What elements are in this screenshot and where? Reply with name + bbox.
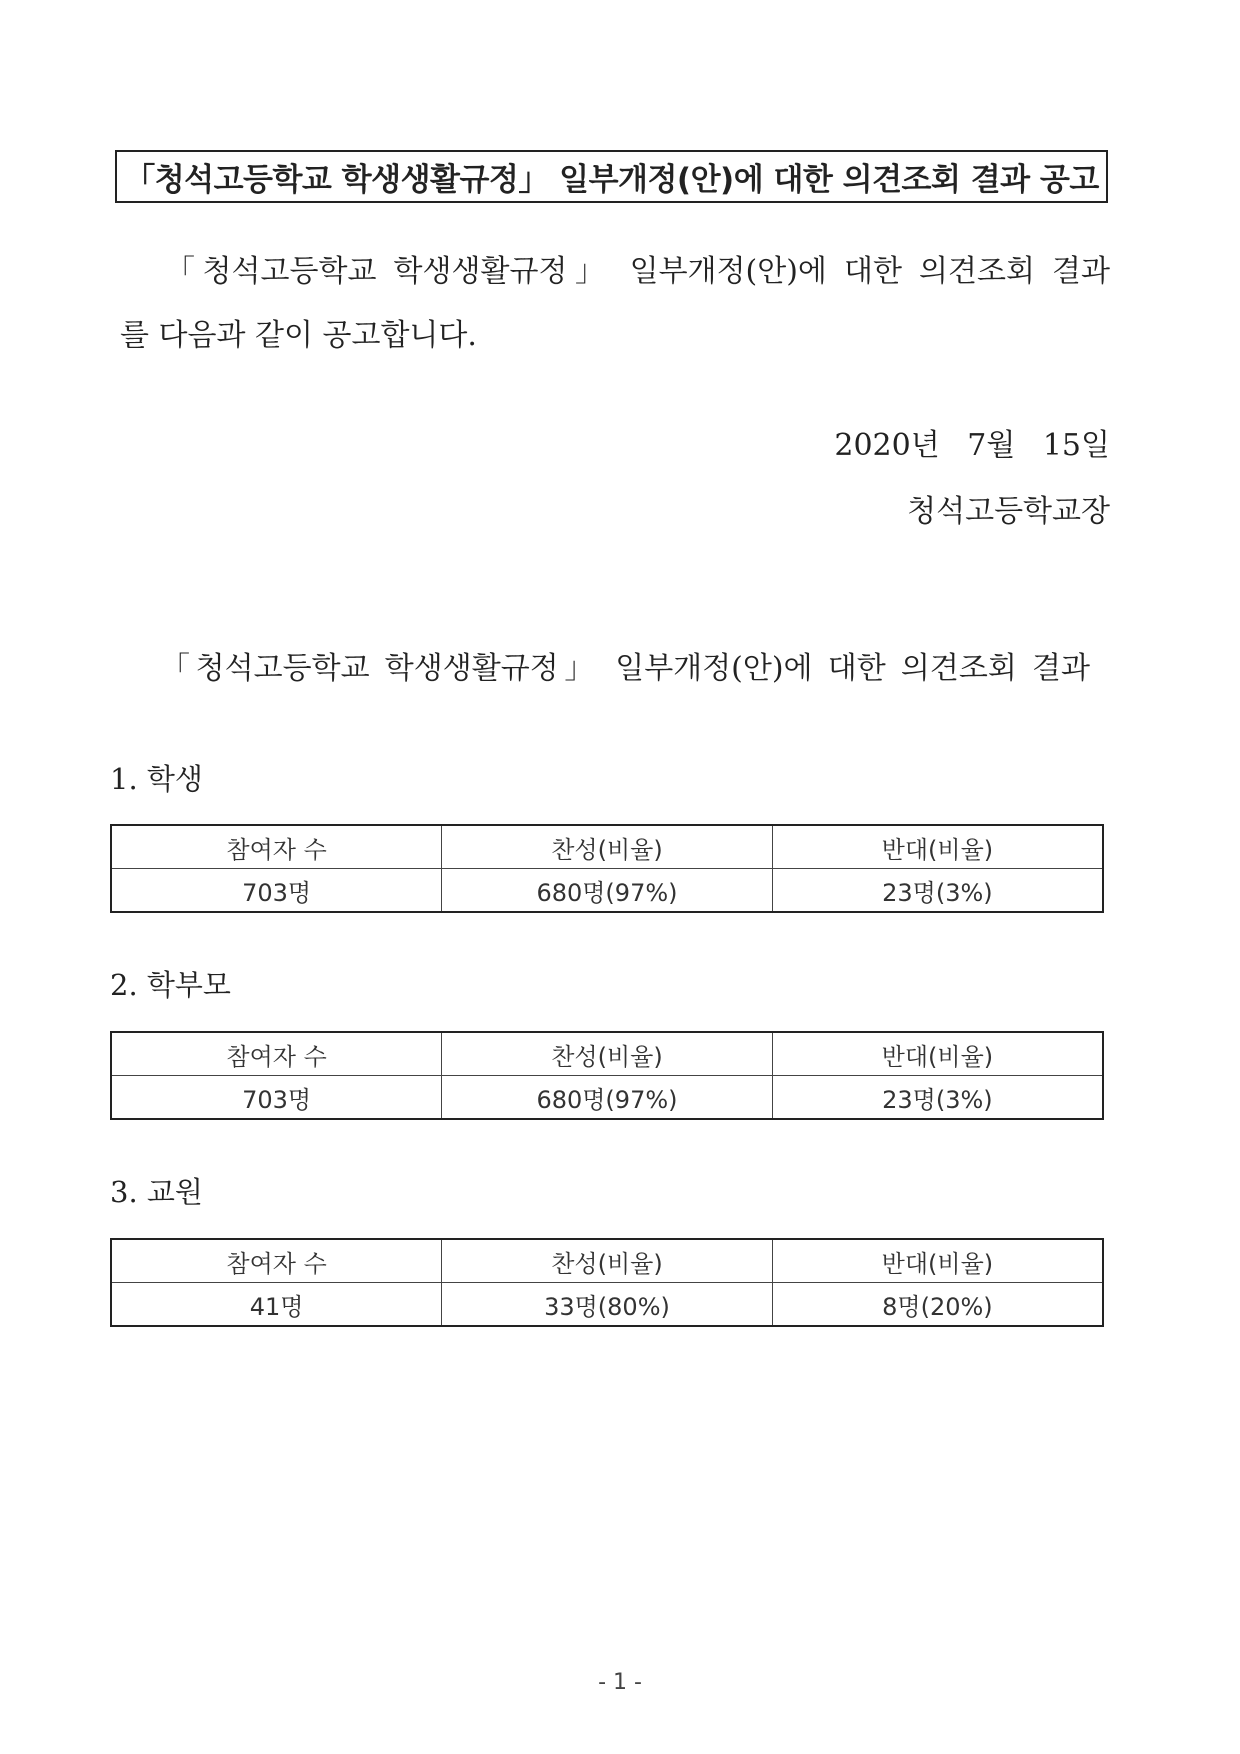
cell-participants: 41명 (111, 1283, 442, 1327)
header-participants: 참여자 수 (111, 825, 442, 869)
table-header-row (111, 1239, 1103, 1283)
intro-line-1: 「청석고등학교 학생생활규정」 일부개정(안)에 대한 의견조회 결과 (165, 254, 1110, 289)
header-oppose: 반대(비율) (772, 825, 1103, 869)
header-participants: 참여자 수 (111, 1032, 442, 1076)
header-oppose: 반대(비율) (772, 1239, 1103, 1283)
intro-paragraph (120, 240, 1110, 368)
cell-approve: 33명(80%) (442, 1283, 773, 1327)
cell-participants: 703명 (111, 869, 442, 913)
header-participants: 참여자 수 (111, 1239, 442, 1283)
notice-date: 2020년 7월 15일 (834, 428, 1110, 463)
page-number: - 1 - (598, 1670, 642, 1695)
header-approve: 찬성(비율) (442, 1239, 773, 1283)
intro-line-2: 를 다음과 같이 공고합니다. (120, 318, 477, 353)
notice-title: 「청석고등학교 학생생활규정」 일부개정(안)에 대한 의견조회 결과 공고 (115, 150, 1108, 203)
result-table-parents (110, 1031, 1104, 1120)
cell-oppose: 23명(3%) (772, 1076, 1103, 1120)
cell-approve: 680명(97%) (442, 1076, 773, 1120)
section-label-teachers: 3. 교원 (110, 1175, 203, 1209)
section-label-parents: 2. 학부모 (110, 968, 231, 1002)
header-approve: 찬성(비율) (442, 825, 773, 869)
cell-participants: 703명 (111, 1076, 442, 1120)
table-row (111, 1076, 1103, 1120)
result-title: 「청석고등학교 학생생활규정」 일부개정(안)에 대한 의견조회 결과 (160, 651, 1090, 686)
result-table-teachers (110, 1238, 1104, 1327)
table-row (111, 1283, 1103, 1327)
table-row (111, 869, 1103, 913)
cell-approve: 680명(97%) (442, 869, 773, 913)
table-header-row (111, 1032, 1103, 1076)
header-approve: 찬성(비율) (442, 1032, 773, 1076)
section-label-students: 1. 학생 (110, 762, 203, 796)
table-header-row (111, 825, 1103, 869)
result-table-students (110, 824, 1104, 913)
signer: 청석고등학교장 (907, 494, 1110, 529)
cell-oppose: 8명(20%) (772, 1283, 1103, 1327)
header-oppose: 반대(비율) (772, 1032, 1103, 1076)
cell-oppose: 23명(3%) (772, 869, 1103, 913)
